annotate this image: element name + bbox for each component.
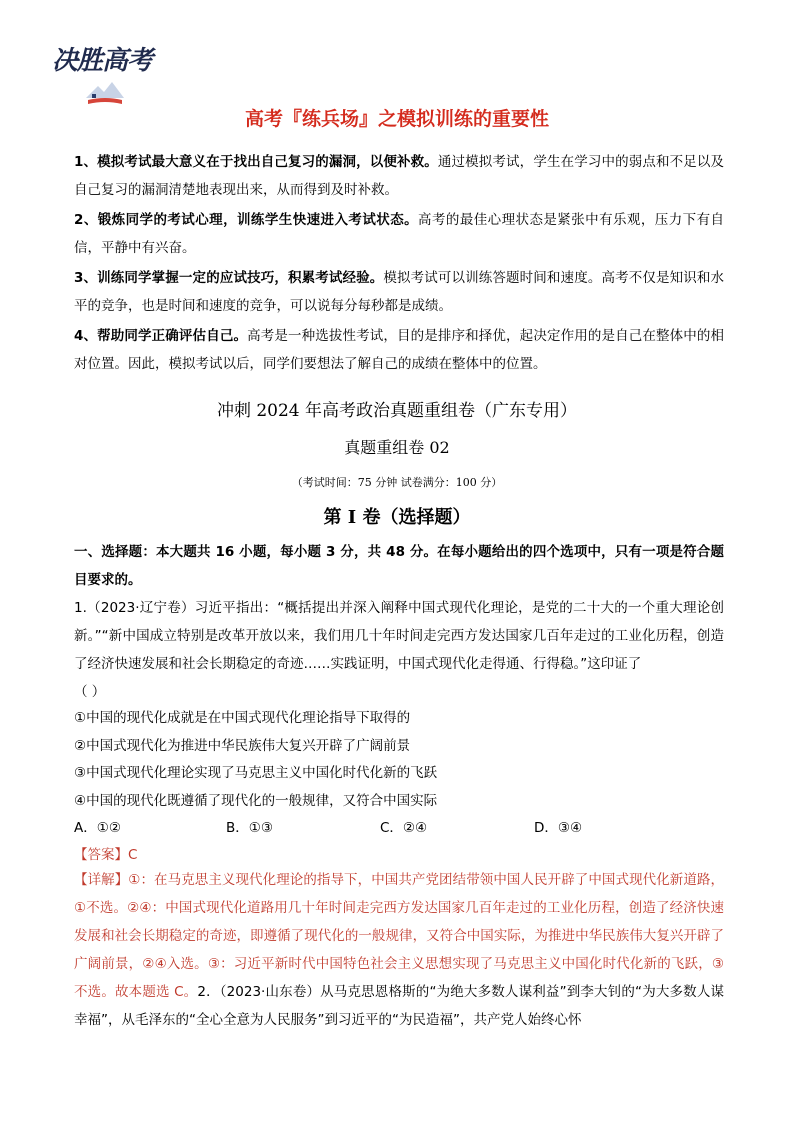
point-3-text: 模拟考试可以训练答题时间和速度。高考不仅是知识和水平的竞争，也是时间和速度的竞争，可以说每分每秒都是成绩。 xyxy=(74,270,724,314)
question-1-item-4: ④中国的现代化既遵循了现代化的一般规律，又符合中国实际 xyxy=(74,793,438,809)
exam-subtitle: 真题重组卷 02 xyxy=(344,438,450,457)
point-2-bold: 2、锻炼同学的考试心理，训练学生快速进入考试状态。 xyxy=(74,212,419,228)
exam-part: 第 I 卷（选择题） xyxy=(323,507,471,528)
question-1-item-1: ①中国的现代化成就是在中国式现代化理论指导下取得的 xyxy=(74,710,411,726)
exam-info: （考试时间：75 分钟 试卷满分：100 分） xyxy=(291,476,503,489)
detail xyxy=(74,866,724,1034)
question-1-item-2: ②中国式现代化为推进中华民族伟大复兴开辟了广阔前景 xyxy=(74,738,411,754)
detail-text: ①：在马克思主义现代化理论的指导下，中国共产党团结带领中国人民开辟了中国式现代化新道路，①不选。②④：中国式现代化道路用几十年时间走完西方发达国家几百年走过的工业化历程，创造了经济快速发展和社会长期稳定的奇迹，即遵循了现代化的一般规律，又符合中国实际，为推进中华民族伟大复兴开辟了广阔前景，②④入选。③：习近平新时代中国特色社会主义思想实现了马克思主义中国化时代化新的飞跃，③不选。故本题选 C。 xyxy=(74,872,725,1000)
question-1-item-3: ③中国式现代化理论实现了马克思主义中国化时代化新的飞跃 xyxy=(74,765,438,781)
point-2 xyxy=(74,206,724,262)
page-title: 高考『练兵场』之模拟训练的重要性 xyxy=(244,108,549,130)
option-a: A．①② xyxy=(74,820,121,836)
section-instructions: 一、选择题：本大题共 16 小题，每小题 3 分，共 48 分。在每小题给出的四个选项中，只有一项是符合题目要求的。 xyxy=(74,544,724,588)
question-1-blank: （ ） xyxy=(74,684,106,700)
point-1-text: 通过模拟考试，学生在学习中的弱点和不足以及自己复习的漏洞清楚地表现出来，从而得到及时补救。 xyxy=(74,154,724,198)
point-3-bold: 3、训练同学掌握一定的应试技巧，积累考试经验。 xyxy=(74,270,384,286)
option-b: B．①③ xyxy=(226,820,273,836)
option-c: C．②④ xyxy=(380,820,428,836)
point-1-bold: 1、模拟考试最大意义在于找出自己复习的漏洞，以便补救。 xyxy=(74,154,438,170)
logo-text: 决胜高考 xyxy=(52,46,153,76)
answer-value: C xyxy=(128,847,138,863)
question-1-stem: 1.（2023·辽宁卷）习近平指出：“概括提出并深入阐释中国式现代化理论，是党的二十大的一个重大理论创新。”“新中国成立特别是改革开放以来，我们用几十年时间走完西方发达国家几百年走过的工业化历程，创造了经济快速发展和社会长期稳定的奇迹……实践证明，中国式现代化走得通、行得稳。”这印证了 xyxy=(74,600,724,672)
question-2-stem: 2．（2023·山东卷）从马克思恩格斯的“为绝大多数人谋利益”到李大钊的“为大多数人谋幸福”，从毛泽东的“全心全意为人民服务”到习近平的“为民造福”，共产党人始终心怀 xyxy=(74,984,725,1028)
point-3 xyxy=(74,264,724,320)
point-4-text: 高考是一种选拔性考试，目的是排序和择优，起决定作用的是自己在整体中的相对位置。因此，模拟考试以后，同学们要想法了解自己的成绩在整体中的位置。 xyxy=(74,328,725,372)
point-4-bold: 4、帮助同学正确评估自己。 xyxy=(74,328,248,344)
point-1 xyxy=(74,148,724,204)
point-4 xyxy=(74,322,724,378)
detail-label: 【详解】 xyxy=(74,872,129,888)
logo xyxy=(52,40,170,112)
option-d: D．③④ xyxy=(534,820,583,836)
answer xyxy=(74,843,137,863)
answer-label: 【答案】 xyxy=(74,847,128,863)
exam-title: 冲刺 2024 年高考政治真题重组卷（广东专用） xyxy=(216,401,578,421)
point-2-text: 高考的最佳心理状态是紧张中有乐观，压力下有自信，平静中有兴奋。 xyxy=(74,212,724,256)
book-mountain-logo-icon xyxy=(82,76,128,106)
